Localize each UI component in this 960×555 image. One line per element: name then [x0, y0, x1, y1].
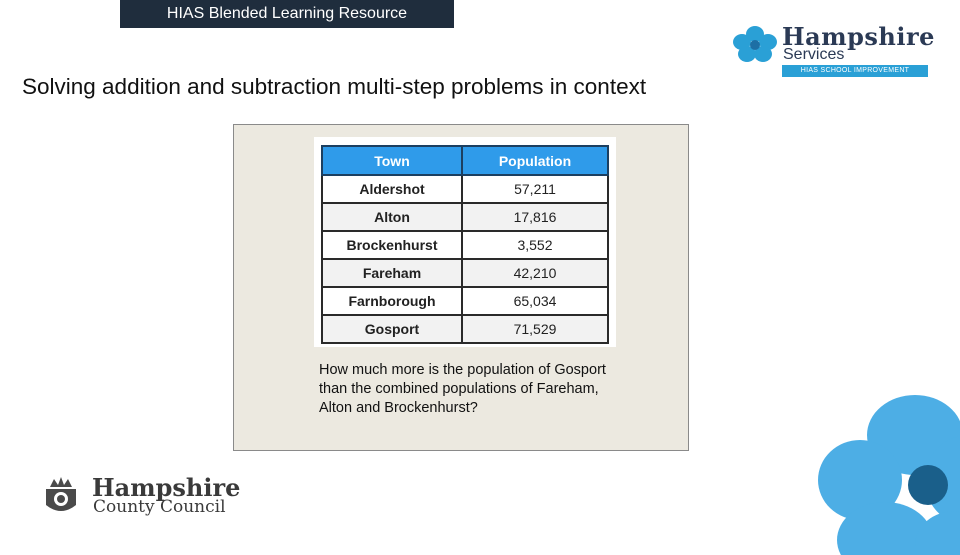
table-row [322, 175, 608, 203]
table-row [322, 259, 608, 287]
decorative-flower-icon [790, 395, 960, 555]
population-cell: 71,529 [462, 315, 608, 343]
population-cell: 65,034 [462, 287, 608, 315]
county-crest-icon [40, 475, 82, 517]
hampshire-services-sub: Services [783, 46, 845, 63]
town-cell: Farnborough [322, 287, 462, 315]
table-row [322, 231, 608, 259]
flower-logo-icon [730, 24, 780, 64]
population-cell: 42,210 [462, 259, 608, 287]
resource-banner: HIAS Blended Learning Resource [120, 0, 454, 28]
hampshire-services-name: Hampshire [782, 22, 935, 51]
slide-title: Solving addition and subtraction multi-step problems in context [22, 74, 647, 99]
town-cell: Aldershot [322, 175, 462, 203]
population-cell: 3,552 [462, 231, 608, 259]
town-cell: Gosport [322, 315, 462, 343]
table-row [322, 315, 608, 343]
table-row [322, 203, 608, 231]
column-header-population: Population [462, 146, 608, 175]
hampshire-services-logo [730, 22, 935, 80]
population-cell: 57,211 [462, 175, 608, 203]
question-text: How much more is the population of Gosport than the combined populations of Fareham, Alton and Brockenhurst? [319, 362, 606, 416]
population-table-panel [314, 137, 616, 347]
population-cell: 17,816 [462, 203, 608, 231]
population-table [321, 145, 609, 344]
hampshire-county-council-logo [40, 475, 250, 519]
town-cell: Fareham [322, 259, 462, 287]
table-row [322, 287, 608, 315]
town-cell: Brockenhurst [322, 231, 462, 259]
table-header-row [322, 146, 608, 175]
county-logo-sub: County Council [93, 497, 226, 517]
problem-card [233, 124, 689, 451]
hias-strip: HIAS SCHOOL IMPROVEMENT [782, 65, 928, 77]
town-cell: Alton [322, 203, 462, 231]
column-header-town: Town [322, 146, 462, 175]
county-logo-name: Hampshire [92, 473, 241, 502]
